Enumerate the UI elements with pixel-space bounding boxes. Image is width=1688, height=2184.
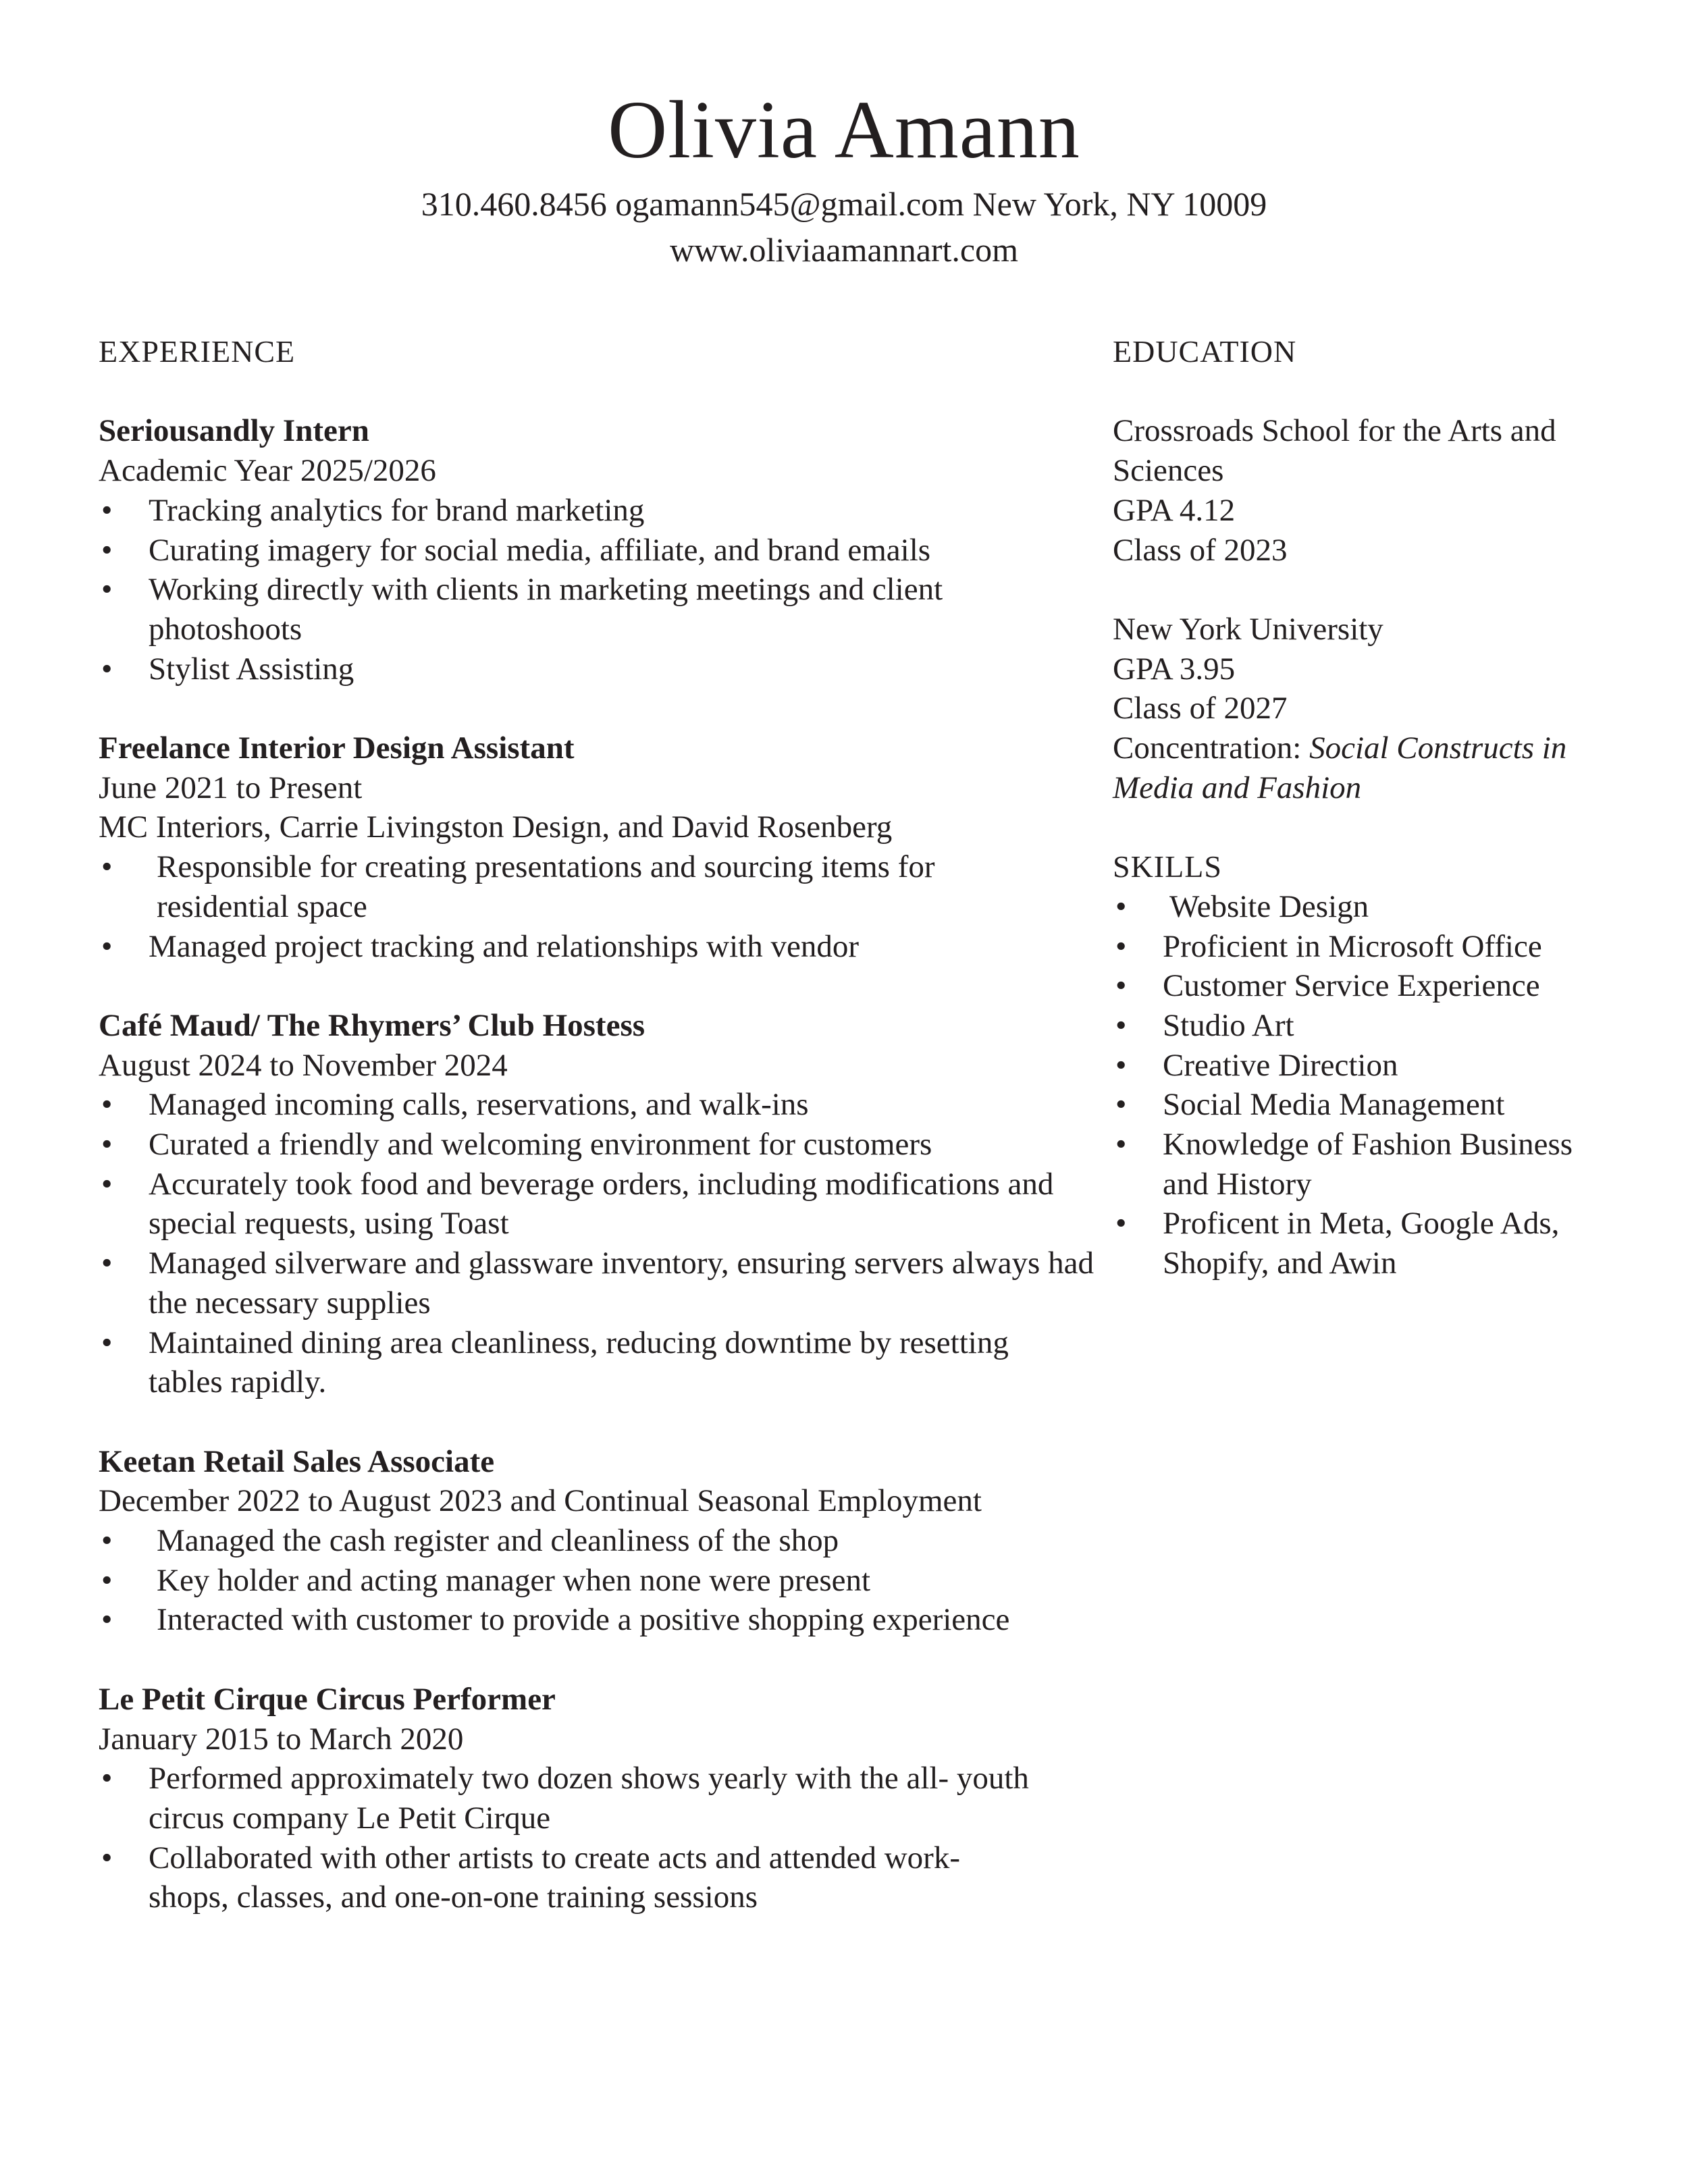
school-class: Class of 2027 bbox=[1113, 691, 1288, 726]
job-bullet: • Key holder and acting manager when none were present bbox=[99, 1561, 1098, 1601]
school-concentration bbox=[1113, 728, 1626, 807]
job-bullet: • Responsible for creating presentations and sourcing items for residential space bbox=[99, 847, 1098, 926]
job-entry bbox=[99, 1680, 1098, 1917]
education-heading: EDUCATION bbox=[1113, 334, 1297, 369]
experience-column bbox=[99, 332, 1098, 1957]
skill-item: • Customer Service Experience bbox=[1113, 966, 1626, 1006]
job-bullet: • Managed the cash register and cleanliness of the shop bbox=[99, 1521, 1098, 1561]
job-bullet: • Curating imagery for social media, affiliate, and brand emails bbox=[99, 531, 1098, 570]
job-bullet: • Collaborated with other artists to create acts and attended work-shops, classes, and one-on-one training sessions bbox=[99, 1838, 1098, 1917]
job-title: Café Maud/ The Rhymers’ Club Hostess bbox=[99, 1007, 645, 1043]
school-entry bbox=[1113, 411, 1626, 570]
job-title: Freelance Interior Design Assistant bbox=[99, 730, 575, 766]
skill-item: • Knowledge of Fashion Business and History bbox=[1113, 1125, 1626, 1204]
job-bullet: • Tracking analytics for brand marketing bbox=[99, 491, 1098, 531]
concentration-label: Concentration: bbox=[1113, 730, 1310, 766]
job-bullet: • Curated a friendly and welcoming environment for customers bbox=[99, 1125, 1098, 1165]
school-gpa: GPA 3.95 bbox=[1113, 651, 1236, 687]
job-bullet: • Maintained dining area cleanliness, reducing downtime by resetting tables rapidly. bbox=[99, 1323, 1098, 1402]
concentration-value: Social Constructs in Media and Fashion bbox=[1113, 730, 1567, 805]
job-bullets bbox=[99, 1759, 1098, 1917]
school-name: Crossroads School for the Arts and Sciences bbox=[1113, 413, 1556, 489]
skill-item: • Studio Art bbox=[1113, 1006, 1626, 1046]
resume-header bbox=[0, 80, 1688, 273]
job-dates: August 2024 to November 2024 bbox=[99, 1047, 508, 1083]
education-skills-column bbox=[1113, 332, 1626, 1283]
job-bullet: • Performed approximately two dozen shows yearly with the all- youth circus company Le Petit Cirque bbox=[99, 1759, 1098, 1838]
job-clients: MC Interiors, Carrie Livingston Design, and David Rosenberg bbox=[99, 809, 893, 845]
job-bullet: • Managed project tracking and relationships with vendor bbox=[99, 927, 1098, 967]
job-bullets bbox=[99, 491, 1098, 689]
job-title: Seriousandly Intern bbox=[99, 413, 369, 449]
skills-heading: SKILLS bbox=[1113, 849, 1222, 884]
school-entry bbox=[1113, 610, 1626, 808]
job-bullet: • Accurately took food and beverage orders, including modifications and special requests, using Toast bbox=[99, 1165, 1098, 1244]
website: www.oliviaamannart.com bbox=[669, 231, 1019, 269]
skill-item: • Creative Direction bbox=[1113, 1046, 1626, 1086]
job-title: Keetan Retail Sales Associate bbox=[99, 1443, 495, 1479]
skill-item: • Proficent in Meta, Google Ads, Shopify, and Awin bbox=[1113, 1204, 1626, 1283]
job-bullets bbox=[99, 1085, 1098, 1402]
candidate-name: Olivia Amann bbox=[608, 84, 1080, 176]
job-dates: Academic Year 2025/2026 bbox=[99, 453, 436, 489]
job-entry bbox=[99, 411, 1098, 689]
contact-info: 310.460.8456 ogamann545@gmail.com New York, NY 10009 bbox=[421, 185, 1267, 223]
skill-item: • Website Design bbox=[1113, 887, 1626, 927]
job-entry bbox=[99, 728, 1098, 966]
school-gpa: GPA 4.12 bbox=[1113, 492, 1236, 528]
job-dates: January 2015 to March 2020 bbox=[99, 1721, 464, 1757]
skill-item: • Social Media Management bbox=[1113, 1085, 1626, 1125]
job-entry bbox=[99, 1442, 1098, 1641]
job-bullets bbox=[99, 1521, 1098, 1640]
job-bullet: • Stylist Assisting bbox=[99, 649, 1098, 689]
job-bullets bbox=[99, 847, 1098, 966]
job-dates: June 2021 to Present bbox=[99, 770, 363, 805]
skill-item: • Proficient in Microsoft Office bbox=[1113, 927, 1626, 967]
job-title: Le Petit Cirque Circus Performer bbox=[99, 1681, 556, 1717]
experience-heading: EXPERIENCE bbox=[99, 334, 296, 369]
job-entry bbox=[99, 1006, 1098, 1402]
job-bullet: • Interacted with customer to provide a positive shopping experience bbox=[99, 1600, 1098, 1640]
skills-list bbox=[1113, 887, 1626, 1283]
job-bullet: • Managed incoming calls, reservations, and walk-ins bbox=[99, 1085, 1098, 1125]
school-name: New York University bbox=[1113, 611, 1383, 647]
job-bullet: • Managed silverware and glassware inventory, ensuring servers always had the necessary supplies bbox=[99, 1244, 1098, 1323]
job-bullet: • Working directly with clients in marketing meetings and client photoshoots bbox=[99, 570, 1098, 649]
job-dates: December 2022 to August 2023 and Continual Seasonal Employment bbox=[99, 1483, 982, 1519]
school-class: Class of 2023 bbox=[1113, 532, 1288, 568]
